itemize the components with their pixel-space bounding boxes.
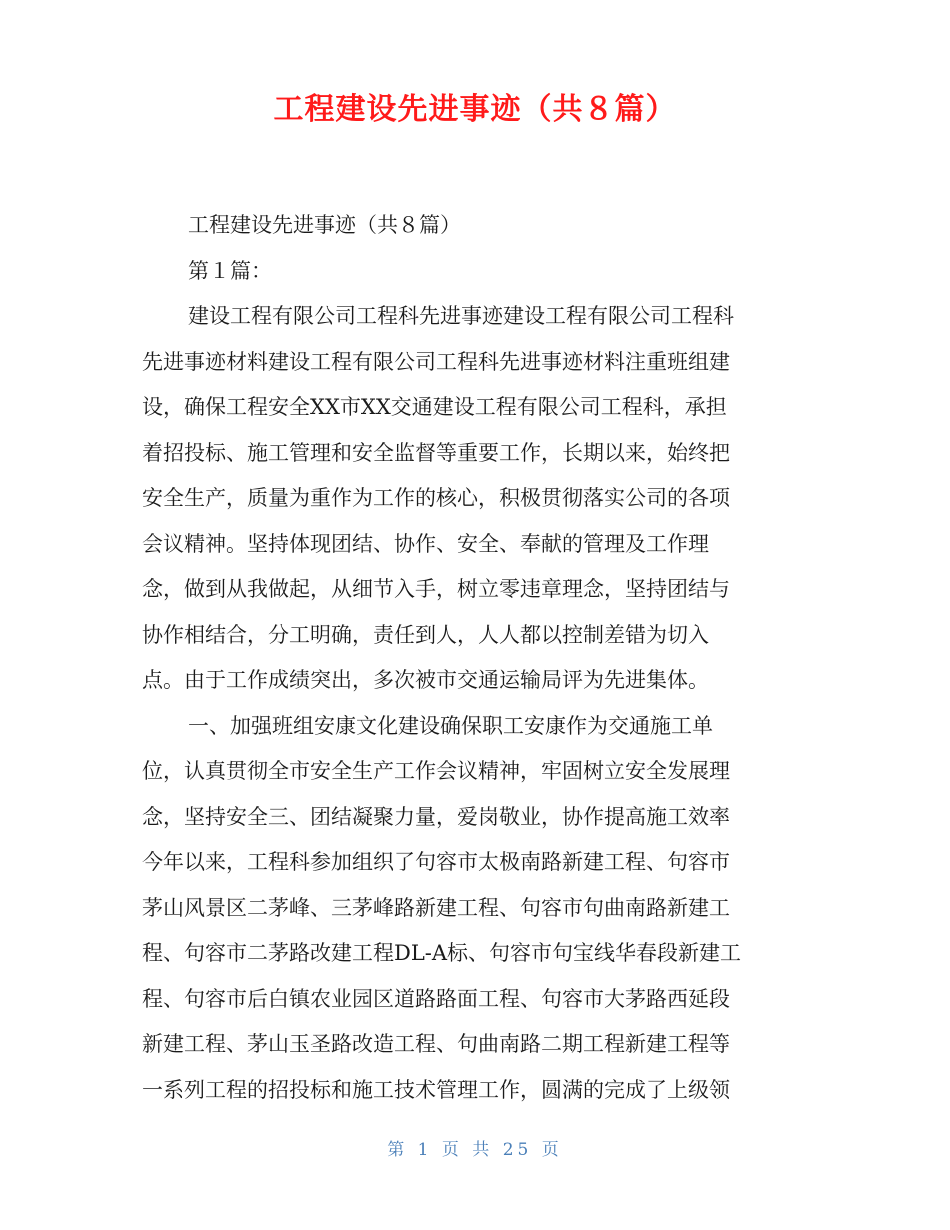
- page-number-footer: 第 1 页 共 25 页: [387, 1140, 563, 1160]
- body-line: 一、加强班组安康文化建设确保职工安康作为交通施工单: [188, 713, 713, 738]
- body-line-section-heading: 第１篇：: [188, 258, 272, 283]
- body-line: 位，认真贯彻全市安全生产工作会议精神，牢固树立安全发展理: [142, 759, 730, 783]
- document-title: 工程建设先进事迹（共８篇）: [273, 92, 677, 127]
- body-line: 建设工程有限公司工程科先进事迹建设工程有限公司工程科: [188, 304, 734, 328]
- body-line: 今年以来，工程科参加组织了句容市太极南路新建工程、句容市: [142, 850, 730, 874]
- body-line: 点。由于工作成绩突出，多次被市交通运输局评为先进集体。: [142, 668, 709, 692]
- body-line: 着招投标、施工管理和安全监督等重要工作，长期以来，始终把: [142, 440, 730, 465]
- body-line: 程、句容市后白镇农业园区道路路面工程、句容市大茅路西延段: [142, 986, 730, 1011]
- body-line: 一系列工程的招投标和施工技术管理工作，圆满的完成了上级领: [142, 1077, 730, 1102]
- body-line: 新建工程、茅山玉圣路改造工程、句曲南路二期工程新建工程等: [142, 1032, 730, 1056]
- body-line-subtitle: 工程建设先进事迹（共８篇）: [188, 213, 461, 237]
- body-line: 会议精神。坚持体现团结、协作、安全、奉献的管理及工作理: [142, 531, 709, 556]
- body-line: 茅山风景区二茅峰、三茅峰路新建工程、句容市句曲南路新建工: [142, 895, 730, 920]
- body-line: 先进事迹材料建设工程有限公司工程科先进事迹材料注重班组建: [142, 349, 730, 374]
- body-line: 设，确保工程安全XX市XX交通建设工程有限公司工程科，承担: [142, 395, 727, 419]
- body-line: 安全生产，质量为重作为工作的核心，积极贯彻落实公司的各项: [142, 486, 730, 510]
- body-line: 念，做到从我做起，从细节入手，树立零违章理念，坚持团结与: [142, 577, 730, 601]
- body-line: 念，坚持安全三、团结凝聚力量，爱岗敬业，协作提高施工效率: [142, 804, 730, 829]
- body-line: 协作相结合，分工明确，责任到人，人人都以控制差错为切入: [142, 622, 709, 647]
- document-body: [142, 203, 802, 1113]
- body-line: 程、句容市二茅路改建工程DL-A标、句容市句宝线华春段新建工: [142, 941, 742, 965]
